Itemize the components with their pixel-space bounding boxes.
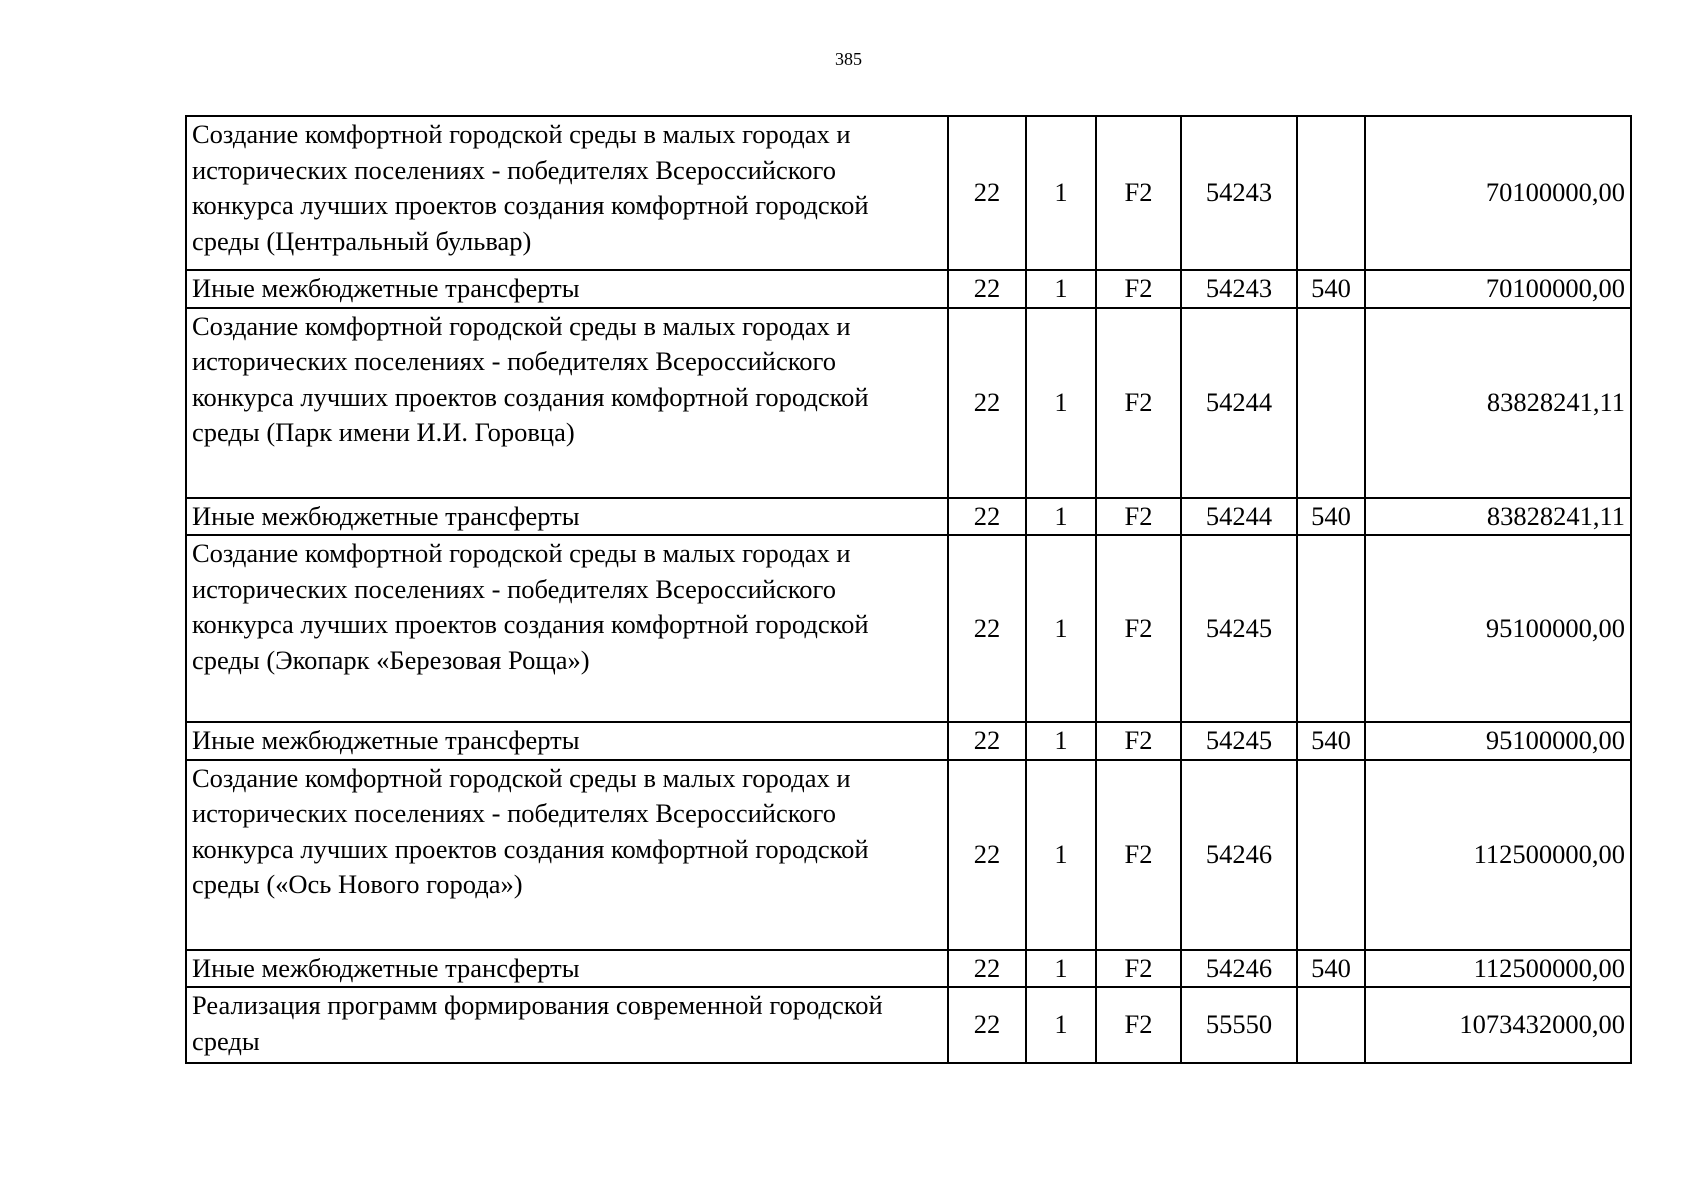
row-code-4: 54244 bbox=[1181, 308, 1297, 498]
row-code-5 bbox=[1297, 987, 1365, 1063]
table-row bbox=[186, 498, 1631, 536]
row-code-2: 1 bbox=[1026, 760, 1096, 950]
row-code-4: 54243 bbox=[1181, 270, 1297, 308]
row-code-3: F2 bbox=[1096, 987, 1181, 1063]
row-code-4: 54243 bbox=[1181, 116, 1297, 270]
row-name: Иные межбюджетные трансферты bbox=[186, 498, 948, 536]
row-amount: 70100000,00 bbox=[1365, 270, 1631, 308]
row-code-2: 1 bbox=[1026, 987, 1096, 1063]
row-name: Иные межбюджетные трансферты bbox=[186, 270, 948, 308]
row-code-4: 54246 bbox=[1181, 760, 1297, 950]
row-code-1: 22 bbox=[948, 270, 1026, 308]
row-code-2: 1 bbox=[1026, 950, 1096, 988]
row-name: Иные межбюджетные трансферты bbox=[186, 950, 948, 988]
row-code-3: F2 bbox=[1096, 722, 1181, 760]
row-code-2: 1 bbox=[1026, 308, 1096, 498]
row-code-2: 1 bbox=[1026, 535, 1096, 722]
row-code-2: 1 bbox=[1026, 722, 1096, 760]
row-amount: 112500000,00 bbox=[1365, 950, 1631, 988]
row-code-5 bbox=[1297, 308, 1365, 498]
table-row bbox=[186, 308, 1631, 498]
row-name: Иные межбюджетные трансферты bbox=[186, 722, 948, 760]
row-code-3: F2 bbox=[1096, 308, 1181, 498]
row-code-3: F2 bbox=[1096, 535, 1181, 722]
row-amount: 1073432000,00 bbox=[1365, 987, 1631, 1063]
row-amount: 112500000,00 bbox=[1365, 760, 1631, 950]
row-amount: 95100000,00 bbox=[1365, 722, 1631, 760]
row-code-5 bbox=[1297, 116, 1365, 270]
row-code-4: 54245 bbox=[1181, 535, 1297, 722]
row-code-5 bbox=[1297, 760, 1365, 950]
row-code-5: 540 bbox=[1297, 498, 1365, 536]
row-amount: 83828241,11 bbox=[1365, 498, 1631, 536]
row-code-3: F2 bbox=[1096, 760, 1181, 950]
row-code-1: 22 bbox=[948, 987, 1026, 1063]
row-code-1: 22 bbox=[948, 760, 1026, 950]
row-code-2: 1 bbox=[1026, 270, 1096, 308]
row-code-3: F2 bbox=[1096, 116, 1181, 270]
row-code-1: 22 bbox=[948, 116, 1026, 270]
row-code-5: 540 bbox=[1297, 950, 1365, 988]
table-row bbox=[186, 987, 1631, 1063]
row-code-4: 54245 bbox=[1181, 722, 1297, 760]
page-number: 385 bbox=[835, 49, 862, 69]
row-code-1: 22 bbox=[948, 535, 1026, 722]
row-code-1: 22 bbox=[948, 308, 1026, 498]
row-name: Создание комфортной городской среды в малых городах и исторических поселениях - победителях Всероссийского конкурса лучших проектов создания комфортной городской среды (Парк имени И.И. Горовца) bbox=[186, 308, 948, 498]
row-code-1: 22 bbox=[948, 722, 1026, 760]
row-name: Создание комфортной городской среды в малых городах и исторических поселениях - победителях Всероссийского конкурса лучших проектов создания комфортной городской среды («Ось Нового города») bbox=[186, 760, 948, 950]
row-name: Создание комфортной городской среды в малых городах и исторических поселениях - победителях Всероссийского конкурса лучших проектов создания комфортной городской среды (Центральный бульвар) bbox=[186, 116, 948, 270]
table-row bbox=[186, 116, 1631, 270]
row-code-5: 540 bbox=[1297, 270, 1365, 308]
row-code-3: F2 bbox=[1096, 498, 1181, 536]
row-amount: 70100000,00 bbox=[1365, 116, 1631, 270]
table-row bbox=[186, 760, 1631, 950]
row-code-2: 1 bbox=[1026, 498, 1096, 536]
row-code-2: 1 bbox=[1026, 116, 1096, 270]
row-amount: 83828241,11 bbox=[1365, 308, 1631, 498]
row-name: Создание комфортной городской среды в малых городах и исторических поселениях - победителях Всероссийского конкурса лучших проектов создания комфортной городской среды (Экопарк «Березовая Роща») bbox=[186, 535, 948, 722]
row-code-5: 540 bbox=[1297, 722, 1365, 760]
row-code-4: 54246 bbox=[1181, 950, 1297, 988]
table-row bbox=[186, 270, 1631, 308]
row-name: Реализация программ формирования современной городской среды bbox=[186, 987, 948, 1063]
row-code-3: F2 bbox=[1096, 270, 1181, 308]
table-row bbox=[186, 950, 1631, 988]
table-row bbox=[186, 535, 1631, 722]
row-code-5 bbox=[1297, 535, 1365, 722]
row-code-4: 54244 bbox=[1181, 498, 1297, 536]
row-amount: 95100000,00 bbox=[1365, 535, 1631, 722]
budget-table bbox=[185, 115, 1632, 1064]
row-code-1: 22 bbox=[948, 498, 1026, 536]
table-row bbox=[186, 722, 1631, 760]
row-code-1: 22 bbox=[948, 950, 1026, 988]
row-code-4: 55550 bbox=[1181, 987, 1297, 1063]
row-code-3: F2 bbox=[1096, 950, 1181, 988]
